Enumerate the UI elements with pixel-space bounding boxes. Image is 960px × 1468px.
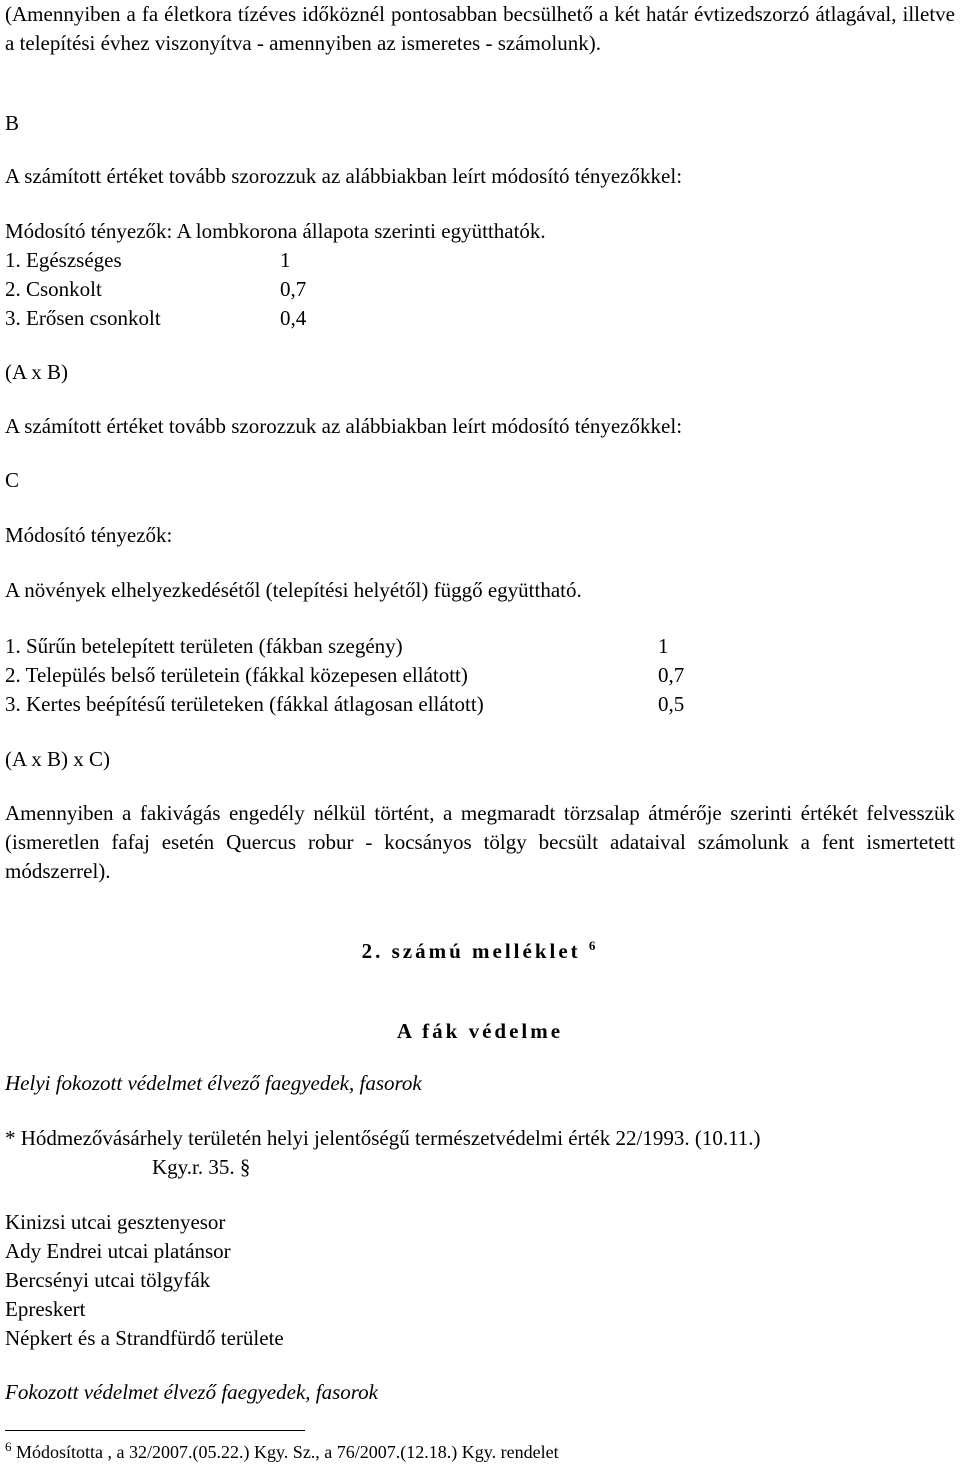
item-value: 1 bbox=[658, 634, 669, 658]
list-item bbox=[5, 632, 955, 661]
item-value: 0,4 bbox=[280, 306, 307, 330]
section-b-modifiers-title: Módosító tényezők: A lombkorona állapota szerinti együtthatók. bbox=[5, 219, 546, 243]
list-item bbox=[5, 246, 955, 275]
annex-title bbox=[5, 937, 955, 966]
item-value: 0,5 bbox=[658, 692, 685, 716]
section-b-letter: B bbox=[5, 111, 20, 135]
item-value: 0,7 bbox=[658, 663, 685, 687]
local-protection-note-line2: Kgy.r. 35. § bbox=[152, 1155, 251, 1179]
list-item bbox=[5, 275, 955, 304]
section-b-instruction: A számított értéket tovább szorozzuk az alábbiakban leírt módosító tényezőkkel: bbox=[5, 164, 683, 188]
local-protection-heading: Helyi fokozott védelmet élvező faegyedek, fasorok bbox=[5, 1071, 422, 1095]
item-label: 2. Csonkolt bbox=[5, 277, 102, 301]
item-value: 0,7 bbox=[280, 277, 307, 301]
section-c-instruction: A számított értéket tovább szorozzuk az alábbiakban leírt módosító tényezőkkel: bbox=[5, 414, 683, 438]
item-label: 1. Sűrűn betelepített területen (fákban szegény) bbox=[5, 634, 403, 658]
item-value: 1 bbox=[280, 248, 291, 272]
list-item: Népkert és a Strandfürdő területe bbox=[5, 1326, 284, 1350]
annex-footnote-ref: 6 bbox=[588, 938, 599, 953]
annex-title-text: 2. számú melléklet bbox=[361, 939, 581, 963]
illegal-felling-paragraph: Amennyiben a fakivágás engedély nélkül történt, a megmaradt törzsalap átmérője szerinti értékét felvesszük (ismeretlen fafaj esetén Quercus robur - kocsányos tölgy becsült adataival számolunk a fent ismertetett módszerrel). bbox=[5, 801, 955, 883]
item-label: 3. Kertes beépítésű területeken (fákkal átlagosan ellátott) bbox=[5, 692, 484, 716]
footnote-text: Módosította , a 32/2007.(05.22.) Kgy. Sz., a 76/2007.(12.18.) Kgy. rendelet bbox=[16, 1442, 559, 1462]
section-c-modifiers-title: Módosító tényezők: bbox=[5, 523, 173, 547]
local-protection-list bbox=[5, 1208, 955, 1353]
footnote-number: 6 bbox=[5, 1439, 12, 1454]
list-item bbox=[5, 661, 955, 690]
list-item: Ady Endrei utcai platánsor bbox=[5, 1239, 231, 1263]
section-b-formula: (A x B) bbox=[5, 360, 68, 384]
enhanced-protection-heading: Fokozott védelmet élvező faegyedek, fasorok bbox=[5, 1380, 378, 1404]
section-c-formula: (A x B) x C) bbox=[5, 747, 110, 771]
section-c-letter: C bbox=[5, 468, 20, 492]
section-b-list bbox=[5, 246, 955, 333]
intro-continuation: (Amennyiben a fa életkora tízéves időköznél pontosabban becsülhető a két határ évtizedszorzó átlagával, illetve a telepítési évhez viszonyítva - amennyiben az ismeretes - számolunk). bbox=[5, 2, 955, 55]
list-item: Epreskert bbox=[5, 1297, 86, 1321]
list-item bbox=[5, 690, 955, 719]
item-label: 2. Település belső területein (fákkal közepesen ellátott) bbox=[5, 663, 468, 687]
item-label: 1. Egészséges bbox=[5, 248, 122, 272]
section-c-list bbox=[5, 632, 955, 719]
list-item bbox=[5, 304, 955, 333]
list-item: Kinizsi utcai gesztenyesor bbox=[5, 1210, 226, 1234]
section-c-description: A növények elhelyezkedésétől (telepítési helyétől) függő együttható. bbox=[5, 578, 582, 602]
item-label: 3. Erősen csonkolt bbox=[5, 306, 161, 330]
list-item: Bercsényi utcai tölgyfák bbox=[5, 1268, 211, 1292]
footnote-separator bbox=[5, 1430, 305, 1431]
footnote bbox=[5, 1438, 955, 1467]
local-protection-note-line1: * Hódmezővásárhely területén helyi jelentőségű természetvédelmi érték 22/1993. (10.11.) bbox=[5, 1126, 761, 1150]
annex-subtitle: A fák védelme bbox=[396, 1019, 564, 1043]
